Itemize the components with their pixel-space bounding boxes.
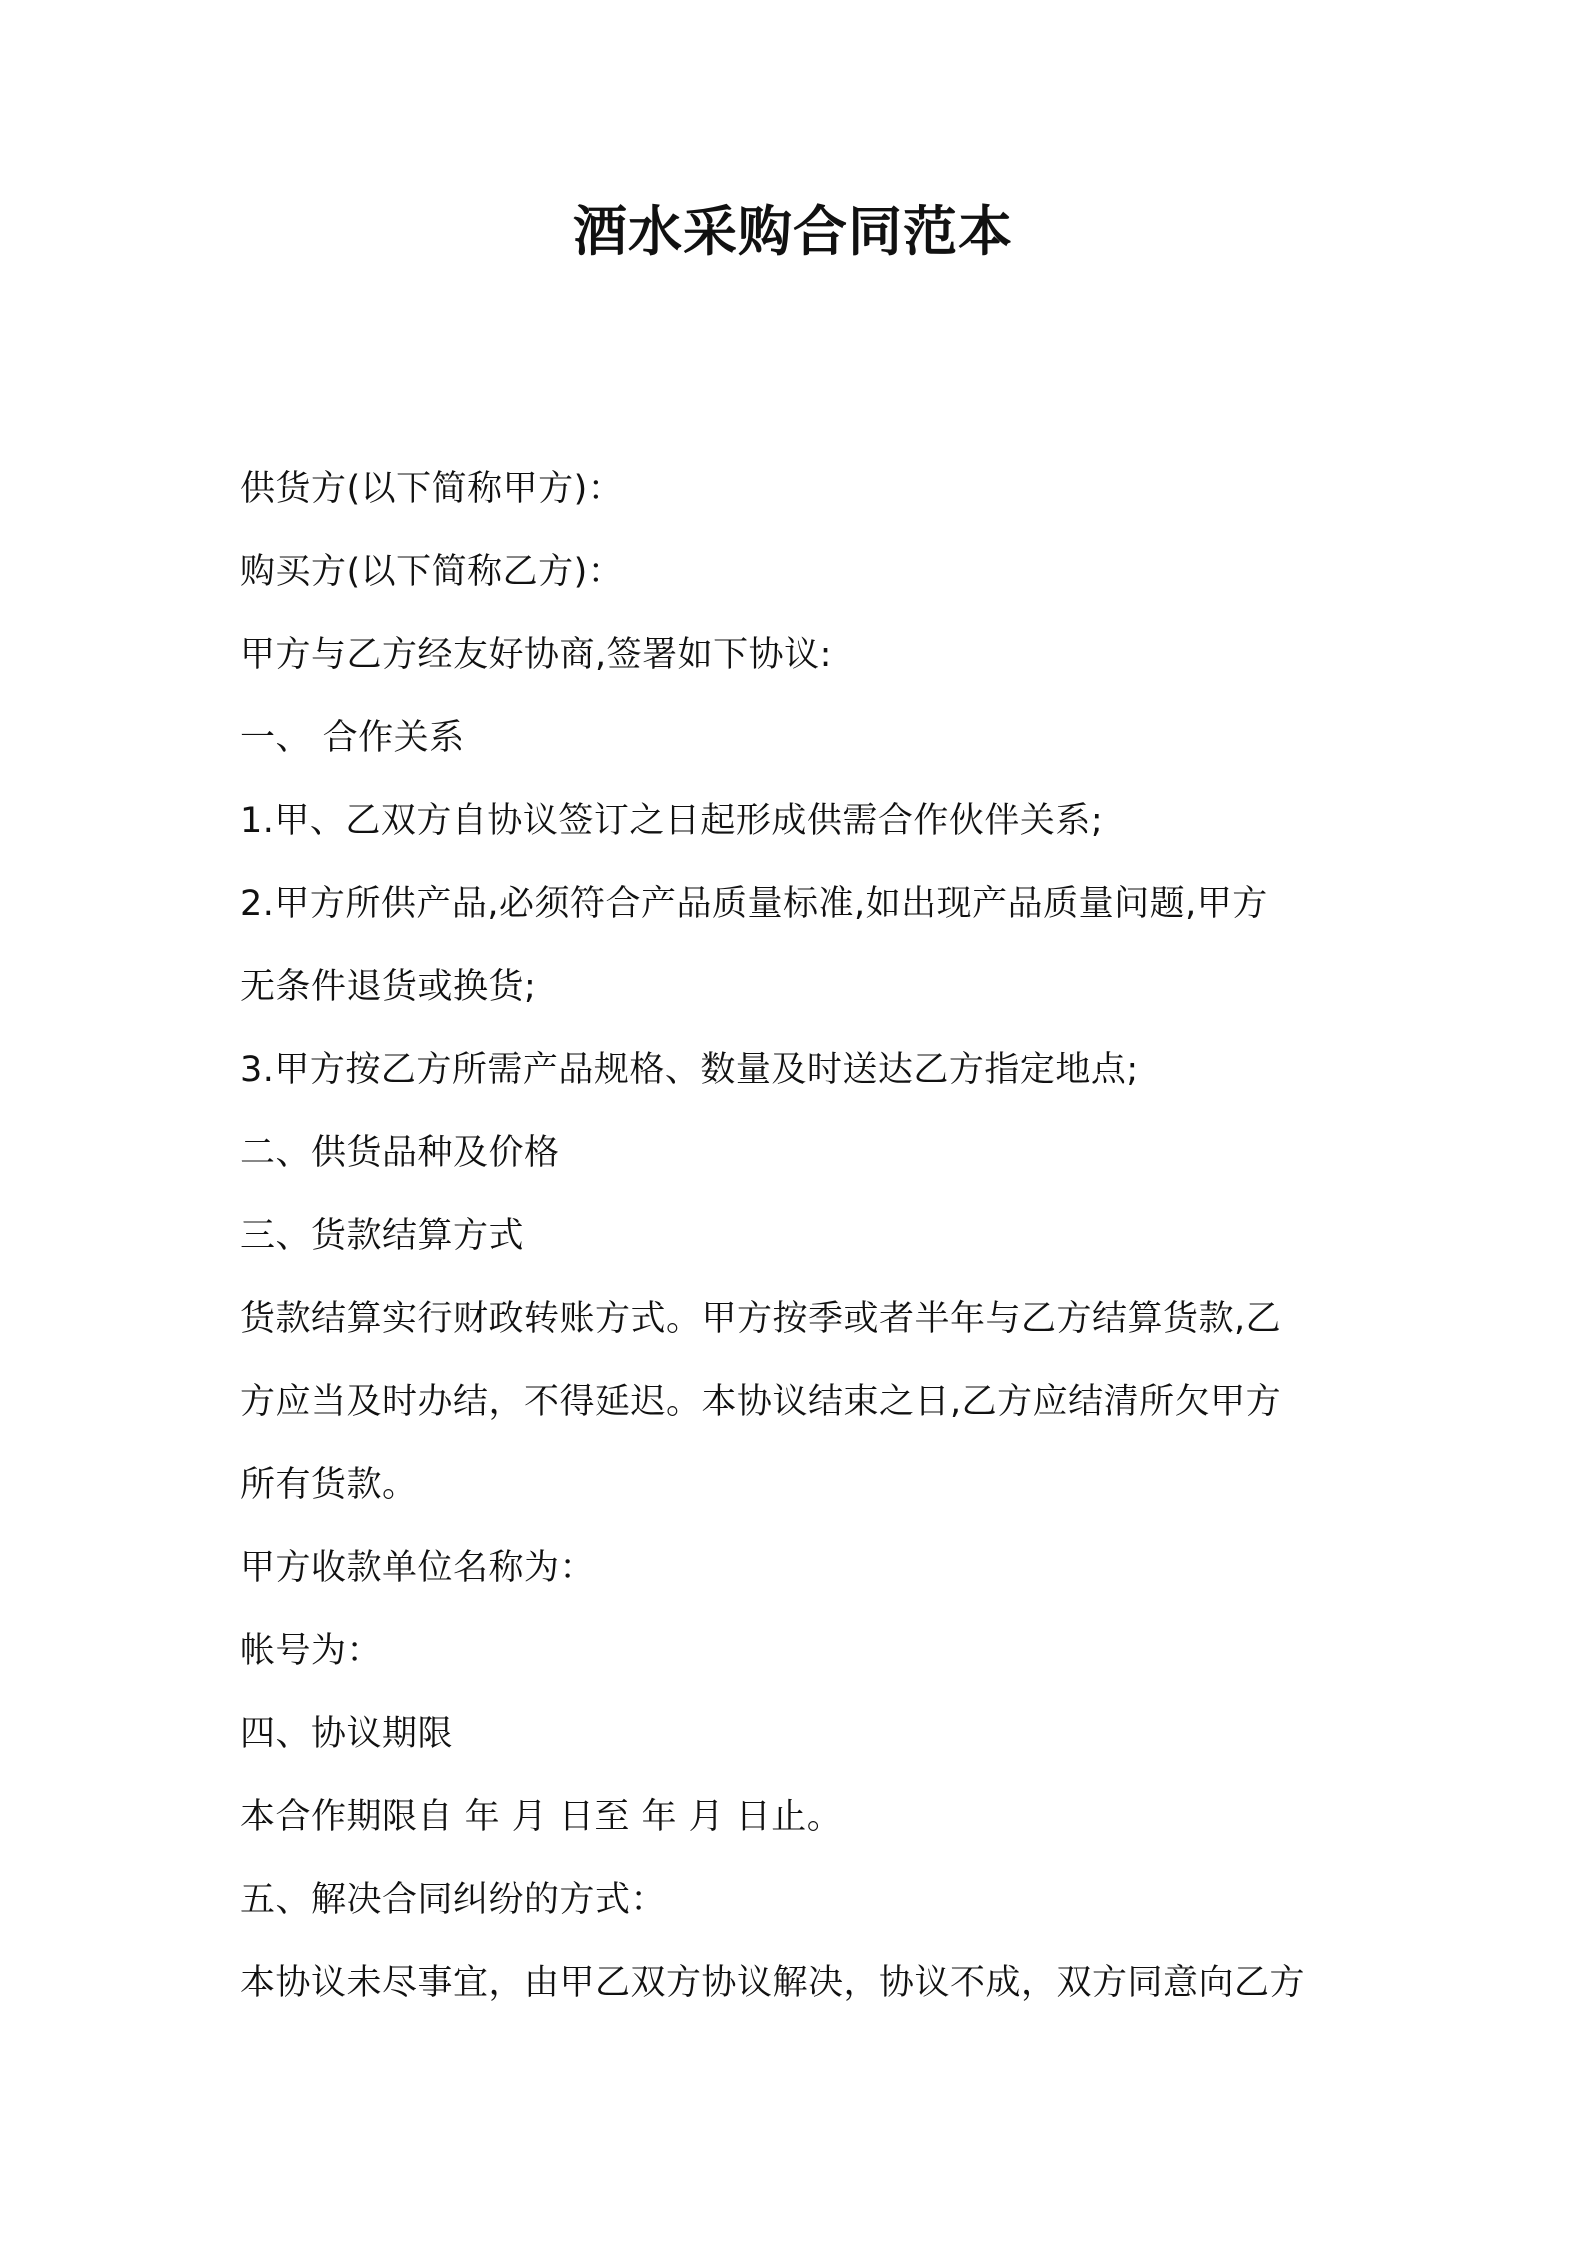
section-heading-3: 三、货款结算方式 — [240, 1216, 525, 1256]
payment-line-2: 方应当及时办结，不得延迟。本协议结束之日,乙方应结清所欠甲方 — [240, 1382, 1282, 1422]
section-heading-5: 五、解决合同纠纷的方式： — [240, 1880, 667, 1920]
clause-3: 3.甲方按乙方所需产品规格、数量及时送达乙方指定地点; — [240, 1050, 1139, 1090]
payee-name-line: 甲方收款单位名称为： — [240, 1548, 596, 1588]
term-line: 本合作期限自 年 月 日至 年 月 日止。 — [240, 1797, 843, 1837]
section-heading-2: 二、供货品种及价格 — [240, 1133, 560, 1173]
clause-2-line-1: 2.甲方所供产品,必须符合产品质量标准,如出现产品质量问题,甲方 — [240, 884, 1268, 924]
payment-line-3: 所有货款。 — [240, 1465, 418, 1505]
dispute-line: 本协议未尽事宜，由甲乙双方协议解决，协议不成，双方同意向乙方 — [240, 1963, 1306, 2003]
supplier-line: 供货方(以下简称甲方)： — [240, 469, 624, 509]
account-number-line: 帐号为： — [240, 1631, 383, 1671]
agreement-intro: 甲方与乙方经友好协商,签署如下协议: — [240, 635, 832, 675]
buyer-line: 购买方(以下简称乙方)： — [240, 552, 624, 592]
clause-2-line-2: 无条件退货或换货; — [240, 967, 537, 1007]
section-heading-1: 一、 合作关系 — [240, 718, 465, 758]
payment-line-1: 货款结算实行财政转账方式。甲方按季或者半年与乙方结算货款,乙 — [240, 1299, 1282, 1339]
clause-1: 1.甲、乙双方自协议签订之日起形成供需合作伙伴关系; — [240, 801, 1104, 841]
contract-body — [240, 448, 1360, 2025]
section-heading-4: 四、协议期限 — [240, 1714, 454, 1754]
document-title: 酒水采购合同范本 — [573, 200, 1013, 263]
